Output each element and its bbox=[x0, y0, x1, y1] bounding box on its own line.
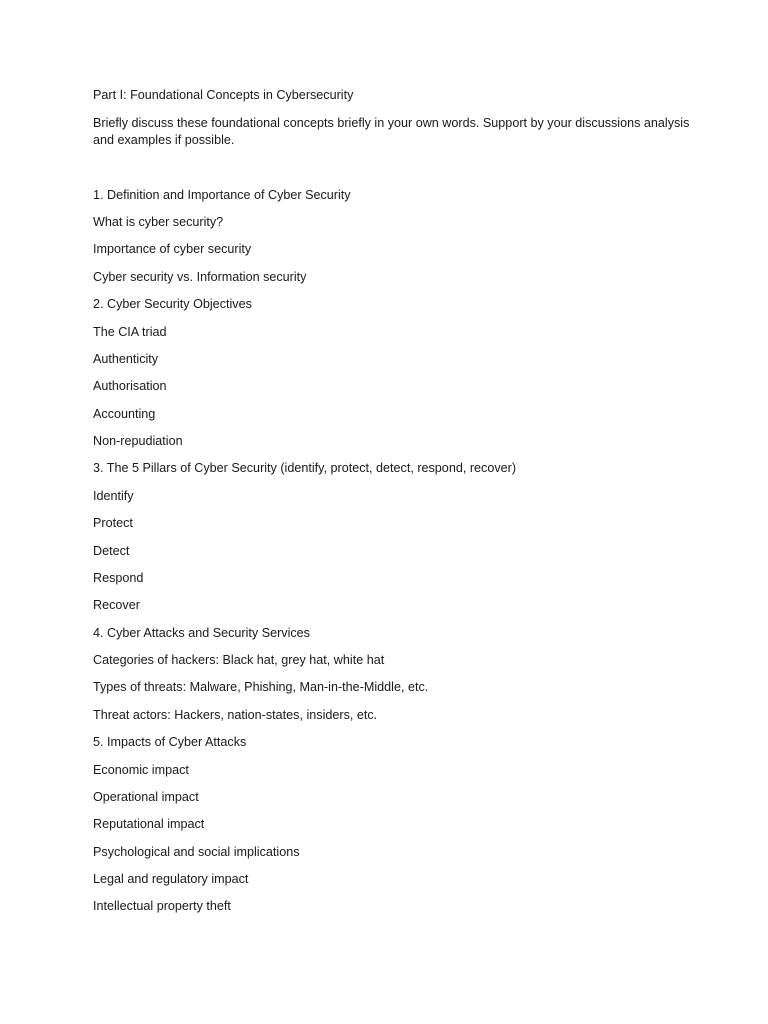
list-item: Operational impact bbox=[93, 790, 199, 804]
list-item: Detect bbox=[93, 544, 130, 558]
list-item: Categories of hackers: Black hat, grey hat, white hat bbox=[93, 653, 385, 667]
list-item: Cyber security vs. Information security bbox=[93, 270, 307, 284]
list-item: Importance of cyber security bbox=[93, 242, 252, 256]
list-item: Types of threats: Malware, Phishing, Man-in-the-Middle, etc. bbox=[93, 680, 429, 694]
list-item: Psychological and social implications bbox=[93, 845, 300, 859]
list-item: Economic impact bbox=[93, 763, 189, 777]
list-item: What is cyber security? bbox=[93, 215, 224, 229]
section-heading-4: 4. Cyber Attacks and Security Services bbox=[93, 626, 310, 640]
list-item: The CIA triad bbox=[93, 325, 167, 339]
list-item: Threat actors: Hackers, nation-states, insiders, etc. bbox=[93, 708, 378, 722]
list-item: Intellectual property theft bbox=[93, 899, 231, 913]
list-item: Authenticity bbox=[93, 352, 159, 366]
intro-paragraph: Briefly discuss these foundational concepts briefly in your own words. Support by your discussions analysis and examples if possible. bbox=[93, 116, 690, 147]
list-item: Reputational impact bbox=[93, 817, 205, 831]
page-title: Part I: Foundational Concepts in Cybersecurity bbox=[93, 88, 354, 102]
section-heading-5: 5. Impacts of Cyber Attacks bbox=[93, 735, 247, 749]
list-item: Non-repudiation bbox=[93, 434, 183, 448]
list-item: Legal and regulatory impact bbox=[93, 872, 249, 886]
list-item: Protect bbox=[93, 516, 133, 530]
section-heading-2: 2. Cyber Security Objectives bbox=[93, 297, 252, 311]
list-item: Recover bbox=[93, 598, 140, 612]
list-item: Respond bbox=[93, 571, 144, 585]
list-item: Identify bbox=[93, 489, 134, 503]
list-item: Accounting bbox=[93, 407, 156, 421]
section-heading-1: 1. Definition and Importance of Cyber Security bbox=[93, 188, 351, 202]
list-item: Authorisation bbox=[93, 379, 167, 393]
section-heading-3: 3. The 5 Pillars of Cyber Security (identify, protect, detect, respond, recover) bbox=[93, 461, 517, 475]
